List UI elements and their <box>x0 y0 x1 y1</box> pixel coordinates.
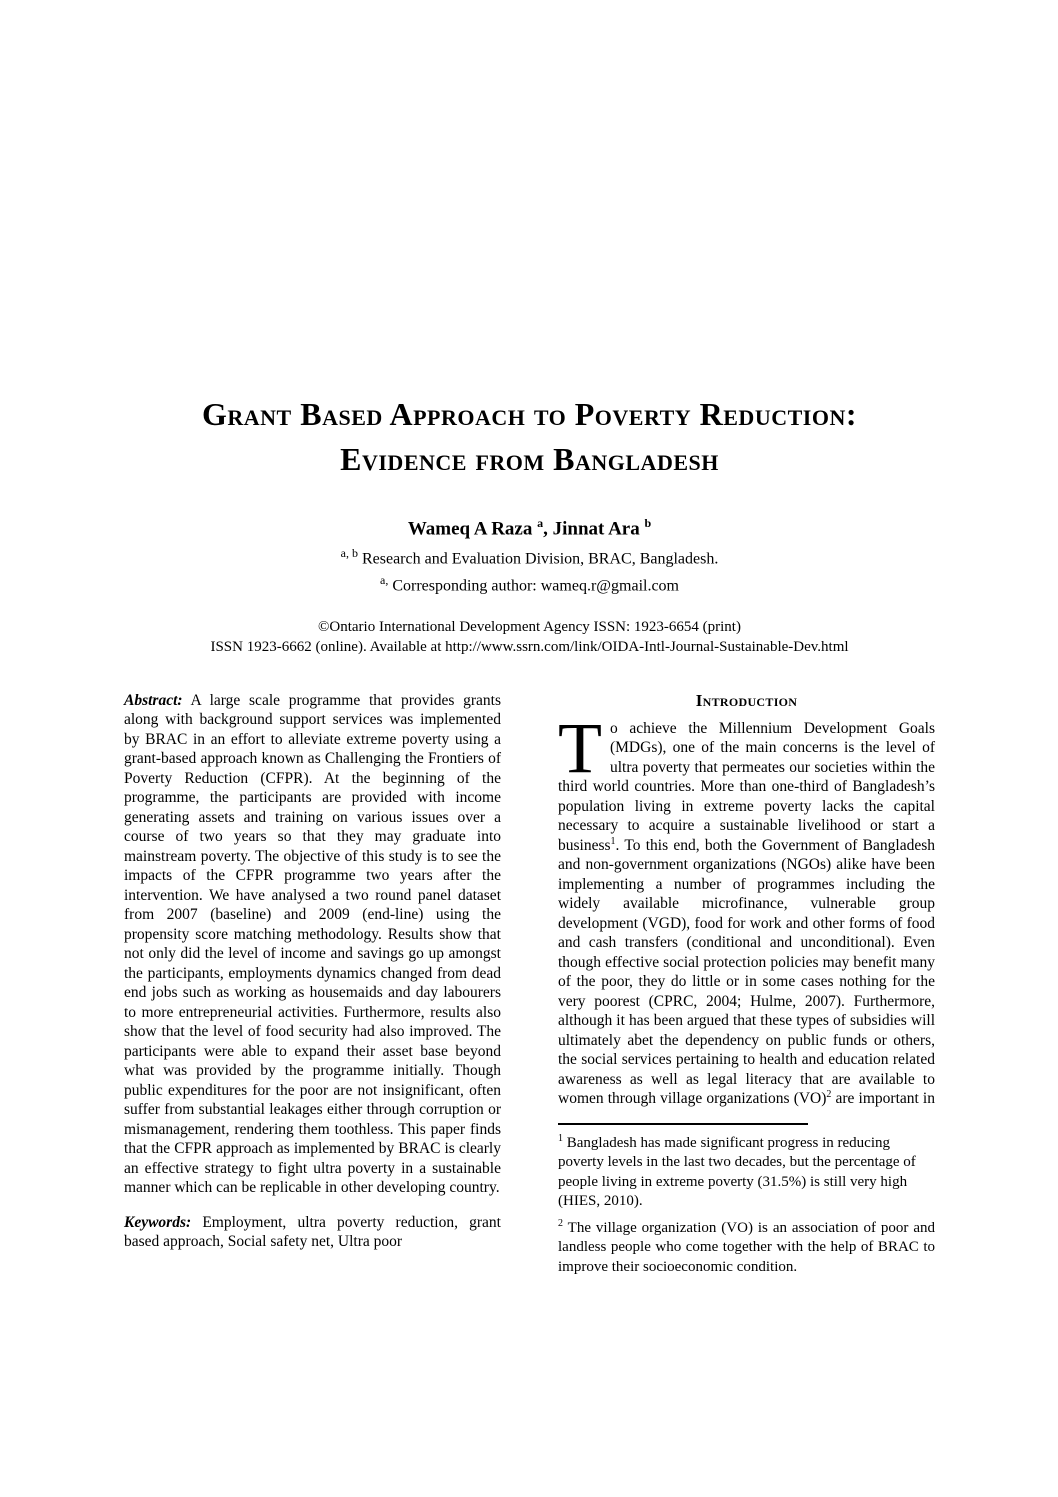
author-name-2: , Jinnat Ara <box>543 518 645 540</box>
footnote-ref-2: 2 <box>826 1089 832 1101</box>
footnote-1 <box>558 1134 935 1212</box>
introduction-heading: Introduction <box>695 690 798 710</box>
dropcap-letter: T <box>558 707 602 788</box>
author-affmark-a: a <box>537 516 544 530</box>
publisher-info <box>124 617 935 657</box>
paper-title <box>124 392 935 482</box>
footnote-2-marker: 2 <box>558 1217 563 1229</box>
intro-text-1: o achieve the Millennium Development Goals (MDGs), one of the main concerns is the level of ultra poverty that permeates our societies within the third world countries. More than one-third of Bangladesh’s population living in extreme poverty lacks the capital necessary to acquire a sustainable livelihood or start a business <box>558 719 935 854</box>
affiliation-line <box>124 543 935 569</box>
affiliation-marks: a, b <box>340 546 358 561</box>
footnote-2 <box>558 1219 935 1278</box>
publisher-line2: ISSN 1923-6662 (online). Available at http://www.ssrn.com/link/OIDA-Intl-Journal-Sustainable-Dev.html <box>210 638 849 655</box>
left-column <box>124 691 501 1285</box>
footnote-separator-rule <box>558 1123 808 1125</box>
paper-title-line1: Grant Based Approach to Poverty Reduction: <box>202 396 857 432</box>
abstract-label: Abstract: <box>124 691 183 709</box>
footnote-2-text: The village organization (VO) is an association of poor and landless people who come together with the help of BRAC to improve their socioeconomic condition. <box>558 1219 935 1275</box>
authors-line <box>124 512 935 540</box>
right-column <box>558 691 935 1285</box>
footnote-ref-1: 1 <box>610 835 616 847</box>
introduction-paragraph <box>558 707 935 1109</box>
corresponding-text: Corresponding author: wameq.r@gmail.com <box>388 576 679 594</box>
corresponding-author-line <box>124 570 935 596</box>
publisher-line1: ©Ontario International Development Agency ISSN: 1923-6654 (print) <box>318 618 741 635</box>
abstract-paragraph <box>124 691 501 1198</box>
keywords-paragraph <box>124 1213 501 1252</box>
abstract-text: A large scale programme that provides grants along with background support services was implemented by BRAC in an effort to alleviate extreme poverty using a grant-based approach known as Challenging the Frontiers of Poverty Reduction (CFPR). At the beginning of the programme, the participants are provided with income generating assets and training on various issues over a course of two years so that they may graduate into mainstream poverty. The objective of this study is to see the impacts of the CFPR programme two years after the intervention. We have analysed a two round panel dataset from 2007 (baseline) and 2009 (end-line) using the propensity score matching methodology. Results show that not only did the level of income and savings go up amongst the participants, employments dynamics changed from dead end jobs such as working as housemaids and day labourers to more entrepreneurial activities. Furthermore, results also show that the level of food security had also improved. The participants were able to expand their asset base beyond what was provided by the programme initially. Though public expenditures for the poor are not insignificant, often suffer from substantial leakages either through corruption or mismanagement, rendering them toothless. This paper finds that the CFPR approach as implemented by BRAC is clearly an effective strategy to fight ultra poverty in a sustainable manner which can be replicable in other developing country. <box>124 691 501 1197</box>
footnote-1-marker: 1 <box>558 1132 563 1144</box>
footnotes-block <box>558 1123 935 1278</box>
affiliation-text: Research and Evaluation Division, BRAC, Bangladesh. <box>357 550 719 568</box>
footnote-1-text: Bangladesh has made significant progress in reducing poverty levels in the last two decades, but the percentage of people living in extreme poverty (31.5%) is still very high (HIES, 2010). <box>558 1134 916 1210</box>
paper-title-line2: Evidence from Bangladesh <box>340 441 719 477</box>
keywords-label: Keywords: <box>124 1213 192 1231</box>
keywords-text: Employment, ultra poverty reduction, grant based approach, Social safety net, Ultra poor <box>124 1213 501 1251</box>
title-block <box>124 392 935 657</box>
intro-text-3: are important in <box>831 1090 935 1108</box>
two-column-body <box>124 691 935 1285</box>
corresponding-mark: a, <box>380 572 389 587</box>
author-affmark-b: b <box>644 516 652 530</box>
intro-text-2: . To this end, both the Government of Bangladesh and non-government organizations (NGOs) alike have been implementing a number of programmes including the widely available microfinance, vulnerable group development (VGD), food for work and other forms of food and cash transfers (conditional and unconditional). Even though effective social protection policies may benefit many of the poor, they do little or in some cases nothing for the very poorest (CPRC, 2004; Hulme, 2007). Furthermore, although it has been argued that these types of subsidies will ultimately abet the dependency on public funds or others, the social services pertaining to health and education related awareness as well as legal literacy that are available to women through village organizations (VO) <box>558 836 935 1108</box>
author-name-1: Wameq A Raza <box>407 518 538 540</box>
